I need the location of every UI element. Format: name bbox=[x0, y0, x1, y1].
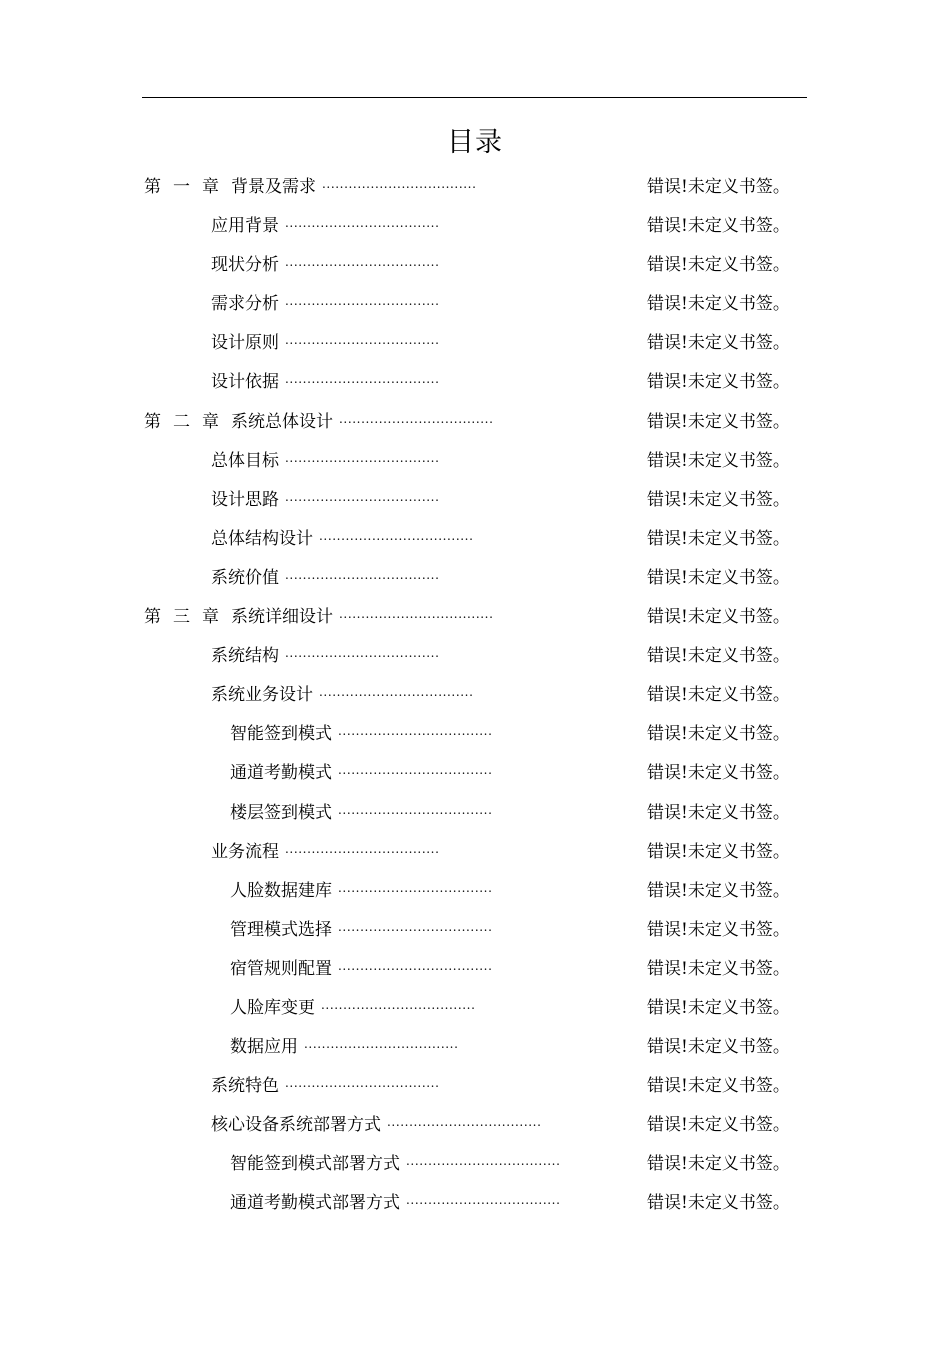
toc-dot-leader: ................................... bbox=[285, 1076, 440, 1091]
chapter-number-char: 章 bbox=[202, 607, 219, 628]
toc-entry-label bbox=[211, 285, 279, 324]
toc-entry[interactable] bbox=[0, 715, 950, 754]
toc-dot-leader: ................................... bbox=[338, 724, 493, 739]
toc-entry[interactable] bbox=[0, 794, 950, 833]
toc-entry-text: 设计思路 bbox=[211, 489, 279, 510]
toc-entry[interactable] bbox=[0, 598, 950, 637]
toc-entry-label bbox=[211, 833, 279, 872]
toc-dot-leader: ................................... bbox=[285, 216, 440, 231]
toc-dot-leader: ................................... bbox=[322, 177, 477, 191]
toc-dot-leader: ................................... bbox=[387, 1115, 542, 1130]
toc-dot-leader: ................................... bbox=[338, 919, 493, 934]
toc-page-ref: 错误!未定义书签。 bbox=[647, 372, 790, 393]
toc-dot-leader: ................................... bbox=[319, 528, 474, 543]
toc-page-ref: 错误!未定义书签。 bbox=[647, 450, 790, 471]
toc-entry[interactable] bbox=[0, 754, 950, 793]
toc-entry-label bbox=[211, 246, 279, 285]
toc-dot-leader: ................................... bbox=[321, 997, 476, 1012]
toc-entry-label bbox=[211, 442, 279, 481]
toc-entry[interactable] bbox=[0, 363, 950, 402]
toc-entry[interactable] bbox=[0, 285, 950, 324]
toc-page-ref: 错误!未定义书签。 bbox=[647, 763, 790, 784]
toc-page-ref: 错误!未定义书签。 bbox=[647, 1193, 790, 1214]
toc-dot-leader: ................................... bbox=[285, 567, 440, 582]
toc-entry-label bbox=[211, 520, 313, 559]
toc-entry-label bbox=[230, 872, 332, 911]
toc-entry-text: 系统总体设计 bbox=[231, 411, 333, 432]
toc-entry-text: 通道考勤模式 bbox=[230, 763, 332, 784]
toc-entry-text: 业务流程 bbox=[211, 841, 279, 862]
toc-entry[interactable] bbox=[0, 403, 950, 442]
toc-page-ref: 错误!未定义书签。 bbox=[647, 333, 790, 354]
toc-entry-label bbox=[230, 1145, 400, 1184]
toc-entry-text: 系统结构 bbox=[211, 646, 279, 667]
toc-entry[interactable] bbox=[0, 950, 950, 989]
toc-entry-text: 应用背景 bbox=[211, 216, 279, 237]
toc-title: 目录 bbox=[447, 127, 503, 158]
toc-entry-label bbox=[144, 168, 316, 207]
toc-dot-leader: ................................... bbox=[285, 450, 440, 465]
toc-dot-leader: ................................... bbox=[339, 607, 494, 622]
toc-entry-label bbox=[211, 559, 279, 598]
toc-dot-leader: ................................... bbox=[338, 880, 493, 895]
toc-page-ref: 错误!未定义书签。 bbox=[647, 880, 790, 901]
toc-dot-leader: ................................... bbox=[339, 411, 494, 426]
toc-entry[interactable] bbox=[0, 833, 950, 872]
toc-entry-text: 管理模式选择 bbox=[230, 919, 332, 940]
toc-entry[interactable] bbox=[0, 246, 950, 285]
toc-entry[interactable] bbox=[0, 559, 950, 598]
toc-entry[interactable] bbox=[0, 168, 950, 207]
toc-entry[interactable] bbox=[0, 481, 950, 520]
chapter-number bbox=[144, 412, 231, 432]
chapter-number bbox=[144, 607, 231, 627]
toc-entry-label bbox=[230, 950, 332, 989]
toc-entry-label bbox=[211, 363, 279, 402]
chapter-number-char: 第 bbox=[144, 177, 161, 197]
toc-entry-text: 数据应用 bbox=[230, 1037, 298, 1058]
toc-entry-label bbox=[211, 481, 279, 520]
toc-entry-text: 核心设备系统部署方式 bbox=[211, 1115, 381, 1136]
toc-entry-text: 人脸库变更 bbox=[230, 997, 315, 1018]
chapter-number bbox=[144, 177, 231, 197]
toc-entry-text: 现状分析 bbox=[211, 255, 279, 276]
toc-page-ref: 错误!未定义书签。 bbox=[647, 802, 790, 823]
toc-entry[interactable] bbox=[0, 1145, 950, 1184]
toc-entry-label bbox=[230, 989, 315, 1028]
toc-page-ref: 错误!未定义书签。 bbox=[647, 685, 790, 706]
table-of-contents bbox=[0, 168, 950, 1224]
toc-entry-text: 设计依据 bbox=[211, 372, 279, 393]
chapter-number-char: 章 bbox=[202, 177, 219, 197]
toc-entry-label bbox=[230, 794, 332, 833]
toc-page-ref: 错误!未定义书签。 bbox=[647, 1154, 790, 1175]
toc-dot-leader: ................................... bbox=[285, 646, 440, 661]
toc-entry-label bbox=[230, 911, 332, 950]
toc-entry[interactable] bbox=[0, 1067, 950, 1106]
toc-entry[interactable] bbox=[0, 637, 950, 676]
toc-entry-text: 宿管规则配置 bbox=[230, 958, 332, 979]
toc-entry-text: 设计原则 bbox=[211, 333, 279, 354]
toc-page-ref: 错误!未定义书签。 bbox=[647, 1115, 790, 1136]
toc-entry-text: 系统详细设计 bbox=[231, 607, 333, 628]
toc-entry-label bbox=[211, 324, 279, 363]
toc-entry-label bbox=[230, 715, 332, 754]
toc-entry-label bbox=[211, 637, 279, 676]
toc-entry-label bbox=[144, 598, 333, 637]
chapter-number-char: 三 bbox=[173, 607, 190, 628]
toc-entry[interactable] bbox=[0, 324, 950, 363]
toc-dot-leader: ................................... bbox=[319, 685, 474, 700]
toc-dot-leader: ................................... bbox=[285, 333, 440, 348]
toc-page-ref: 错误!未定义书签。 bbox=[647, 177, 790, 197]
toc-page-ref: 错误!未定义书签。 bbox=[647, 255, 790, 276]
chapter-number-char: 二 bbox=[173, 411, 190, 432]
toc-entry[interactable] bbox=[0, 1028, 950, 1067]
toc-page-ref: 错误!未定义书签。 bbox=[647, 958, 790, 979]
toc-page-ref: 错误!未定义书签。 bbox=[647, 1076, 790, 1097]
toc-entry-text: 总体结构设计 bbox=[211, 528, 313, 549]
chapter-number-char: 章 bbox=[202, 411, 219, 432]
toc-entry[interactable] bbox=[0, 1106, 950, 1145]
toc-entry-label bbox=[211, 207, 279, 246]
toc-entry-text: 通道考勤模式部署方式 bbox=[230, 1193, 400, 1214]
toc-dot-leader: ................................... bbox=[285, 255, 440, 270]
toc-entry-text: 楼层签到模式 bbox=[230, 802, 332, 823]
toc-entry[interactable] bbox=[0, 520, 950, 559]
toc-page-ref: 错误!未定义书签。 bbox=[647, 646, 790, 667]
toc-entry[interactable] bbox=[0, 1184, 950, 1223]
toc-entry-text: 系统价值 bbox=[211, 567, 279, 588]
toc-page-ref: 错误!未定义书签。 bbox=[647, 607, 790, 628]
toc-dot-leader: ................................... bbox=[338, 763, 493, 778]
toc-page-ref: 错误!未定义书签。 bbox=[647, 411, 790, 432]
header-rule bbox=[142, 97, 807, 98]
toc-page-ref: 错误!未定义书签。 bbox=[647, 724, 790, 745]
toc-dot-leader: ................................... bbox=[285, 489, 440, 504]
toc-dot-leader: ................................... bbox=[304, 1037, 459, 1052]
toc-page-ref: 错误!未定义书签。 bbox=[647, 567, 790, 588]
toc-entry-label bbox=[211, 676, 313, 715]
chapter-number-char: 第 bbox=[144, 411, 161, 432]
toc-entry-text: 背景及需求 bbox=[231, 177, 316, 197]
toc-entry[interactable] bbox=[0, 442, 950, 481]
toc-page-ref: 错误!未定义书签。 bbox=[647, 489, 790, 510]
toc-page-ref: 错误!未定义书签。 bbox=[647, 528, 790, 549]
toc-dot-leader: ................................... bbox=[285, 372, 440, 387]
toc-dot-leader: ................................... bbox=[338, 958, 493, 973]
chapter-number-char: 第 bbox=[144, 607, 161, 628]
toc-entry-text: 总体目标 bbox=[211, 450, 279, 471]
toc-page-ref: 错误!未定义书签。 bbox=[647, 294, 790, 315]
toc-page-ref: 错误!未定义书签。 bbox=[647, 919, 790, 940]
toc-entry-label bbox=[211, 1106, 381, 1145]
toc-entry-text: 人脸数据建库 bbox=[230, 880, 332, 901]
toc-entry-label bbox=[230, 754, 332, 793]
toc-entry-text: 系统特色 bbox=[211, 1076, 279, 1097]
toc-entry-label bbox=[230, 1184, 400, 1223]
toc-dot-leader: ................................... bbox=[406, 1154, 561, 1169]
toc-entry[interactable] bbox=[0, 676, 950, 715]
toc-entry-label bbox=[230, 1028, 298, 1067]
toc-dot-leader: ................................... bbox=[285, 294, 440, 309]
toc-entry-label bbox=[211, 1067, 279, 1106]
toc-page-ref: 错误!未定义书签。 bbox=[647, 216, 790, 237]
toc-dot-leader: ................................... bbox=[338, 802, 493, 817]
toc-entry[interactable] bbox=[0, 872, 950, 911]
toc-entry[interactable] bbox=[0, 207, 950, 246]
toc-entry-label bbox=[144, 403, 333, 442]
toc-entry-text: 需求分析 bbox=[211, 294, 279, 315]
toc-page-ref: 错误!未定义书签。 bbox=[647, 841, 790, 862]
toc-entry[interactable] bbox=[0, 911, 950, 950]
toc-dot-leader: ................................... bbox=[285, 841, 440, 856]
toc-entry[interactable] bbox=[0, 989, 950, 1028]
toc-entry-text: 智能签到模式部署方式 bbox=[230, 1154, 400, 1175]
toc-entry-text: 智能签到模式 bbox=[230, 724, 332, 745]
toc-page-ref: 错误!未定义书签。 bbox=[647, 997, 790, 1018]
chapter-number-char: 一 bbox=[173, 177, 190, 197]
toc-entry-text: 系统业务设计 bbox=[211, 685, 313, 706]
toc-dot-leader: ................................... bbox=[406, 1193, 561, 1208]
toc-page-ref: 错误!未定义书签。 bbox=[647, 1037, 790, 1058]
